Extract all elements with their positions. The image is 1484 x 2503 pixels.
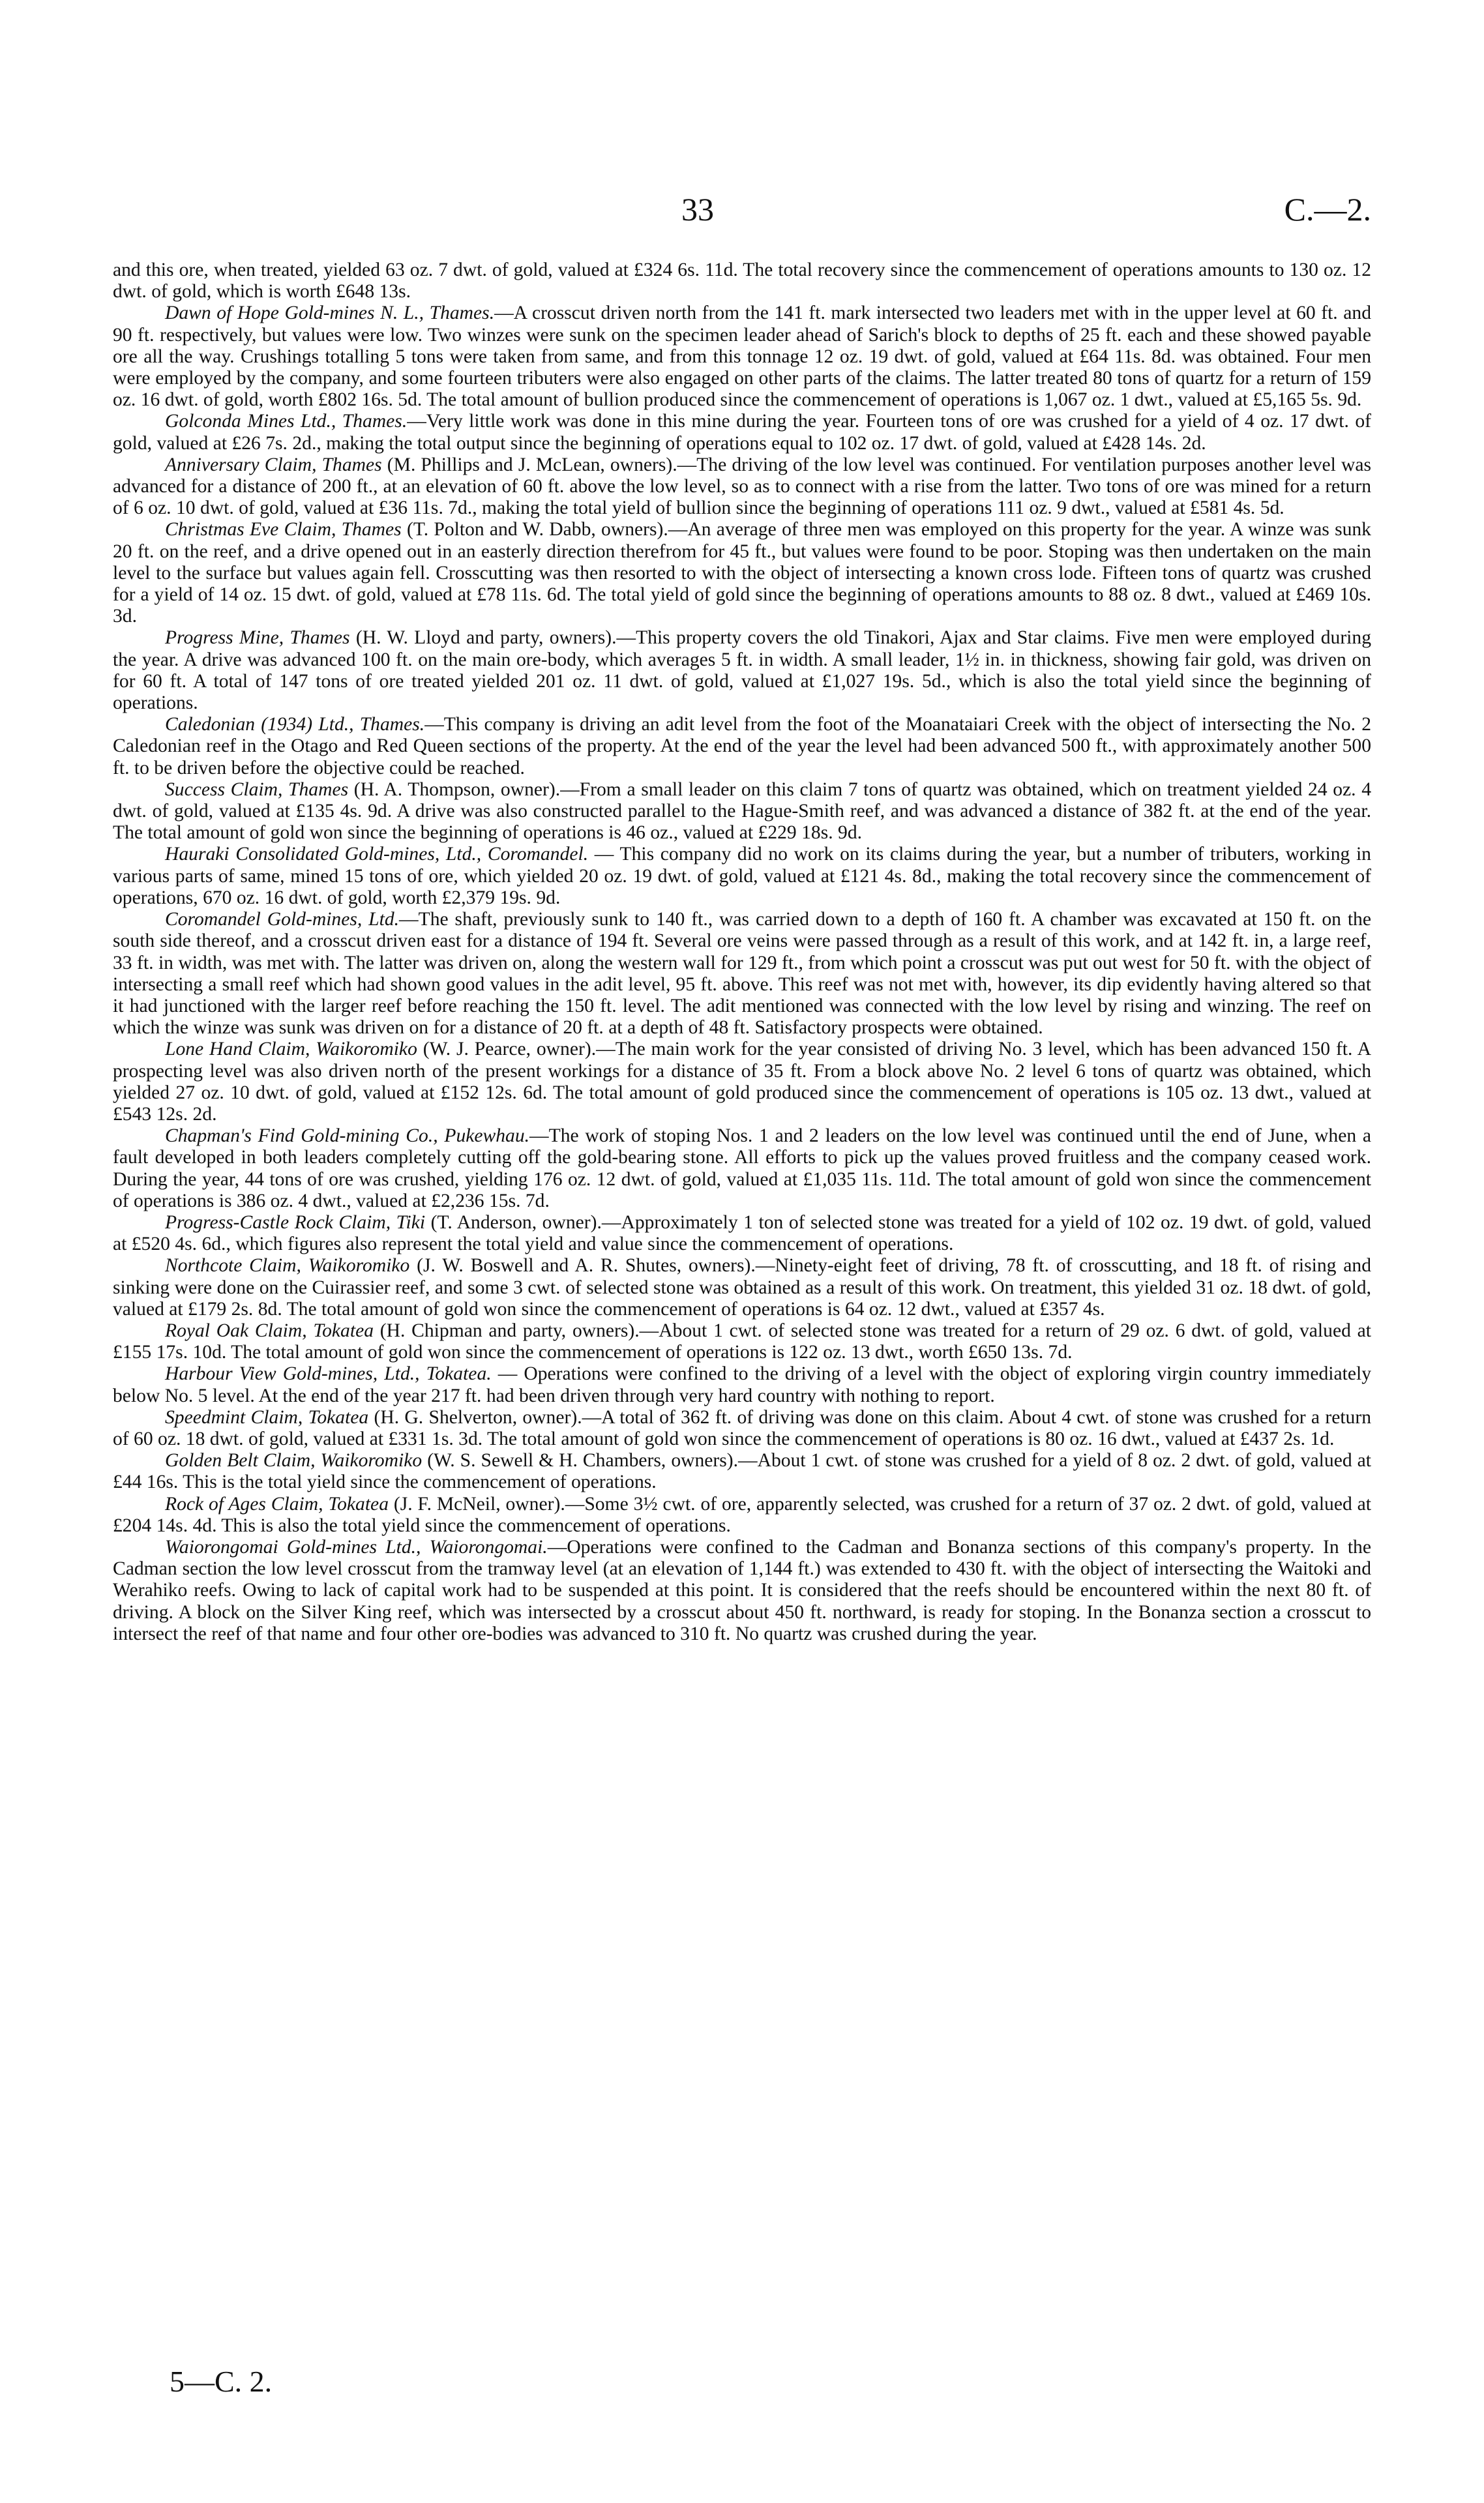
page-number: 33 xyxy=(681,191,714,228)
paragraph: Rock of Ages Claim, Tokatea (J. F. McNeil, owner).—Some 3½ cwt. of ore, apparently selected, was crushed for a return of 37 oz. 2 dwt. of gold, valued at £204 14s. 4d. This is also the total yield since the commencement of operations. xyxy=(113,1493,1371,1536)
paragraph: and this ore, when treated, yielded 63 oz. 7 dwt. of gold, valued at £324 6s. 11d. The total recovery since the commencement of operations amounts to 130 oz. 12 dwt. of gold, which is worth £648 13s. xyxy=(113,259,1371,303)
paragraph: Christmas Eve Claim, Thames (T. Polton and W. Dabb, owners).—An average of three men was employed on this property for the year. A winze was sunk 20 ft. on the reef, and a drive opened out in an easterly direction therefrom for 45 ft., but values were found to be poor. Stoping was then undertaken on the main level to the surface but values again fell. Crosscutting was then resorted to with the object of intersecting a known cross lode. Fifteen tons of quartz was crushed for a yield of 14 oz. 15 dwt. of gold, valued at £78 11s. 6d. The total yield of gold since the beginning of operations amounts to 88 oz. 8 dwt., valued at £469 10s. 3d. xyxy=(113,519,1371,627)
signature-mark: 5—C. 2. xyxy=(170,2365,273,2398)
paragraph: Coromandel Gold-mines, Ltd.—The shaft, previously sunk to 140 ft., was carried down to a depth of 160 ft. A chamber was excavated at 150 ft. on the south side thereof, and a crosscut driven east for a distance of 194 ft. Several ore veins were passed through as a result of this work, and at 142 ft. in, a large reef, 33 ft. in width, was met with. The latter was driven on, along the western wall for 129 ft., from which point a crosscut was put out west for 50 ft. with the object of intersecting a small reef which had shown good values in the adit level, 95 ft. above. This reef was not met with, however, its dip evidently having altered so that it had junctioned with the larger reef before reaching the 150 ft. level. The adit mentioned was connected with the low level by rising and winzing. The reef on which the winze was sunk was driven on for a distance of 20 ft. at a depth of 48 ft. Satisfactory prospects were obtained. xyxy=(113,909,1371,1039)
paragraph: Golconda Mines Ltd., Thames.—Very little work was done in this mine during the year. Fourteen tons of ore was crushed for a yield of 4 oz. 17 dwt. of gold, valued at £26 7s. 2d., making the total output since the beginning of operations equal to 102 oz. 17 dwt. of gold, valued at £428 14s. 2d. xyxy=(113,411,1371,454)
paragraph: Chapman's Find Gold-mining Co., Pukewhau.—The work of stoping Nos. 1 and 2 leaders on the low level was continued until the end of June, when a fault developed in both leaders completely cutting off the gold-bearing stone. All efforts to pick up the values proved fruitless and the company ceased work. During the year, 44 tons of ore was crushed, yielding 176 oz. 12 dwt. of gold, valued at £1,035 11s. 11d. The total amount of gold won since the commencement of operations is 386 oz. 4 dwt., valued at £2,236 15s. 7d. xyxy=(113,1125,1371,1211)
body-text xyxy=(113,259,1371,1645)
paragraph: Hauraki Consolidated Gold-mines, Ltd., Coromandel. — This company did no work on its claims during the year, but a number of tributers, working in various parts of same, mined 15 tons of ore, which yielded 20 oz. 19 dwt. of gold, valued at £121 4s. 8d., making the total recovery since the commencement of operations, 670 oz. 16 dwt. of gold, worth £2,379 19s. 9d. xyxy=(113,844,1371,908)
paragraph: Waiorongomai Gold-mines Ltd., Waiorongomai.—Operations were confined to the Cadman and Bonanza sections of this company's property. In the Cadman section the low level crosscut from the tramway level (at an elevation of 1,144 ft.) was extended to 430 ft. with the object of intersecting the Waitoki and Werahiko reefs. Owing to lack of capital work had to be suspended at this point. It is considered that the reefs should be encountered within the next 80 ft. of driving. A block on the Silver King reef, which was intersected by a crosscut about 450 ft. northward, is ready for stoping. In the Bonanza section a crosscut to intersect the reef of that name and four other ore-bodies was advanced to 310 ft. No quartz was crushed during the year. xyxy=(113,1536,1371,1644)
paragraph: Dawn of Hope Gold-mines N. L., Thames.—A crosscut driven north from the 141 ft. mark intersected two leaders met with in the upper level at 60 ft. and 90 ft. respectively, but values were low. Two winzes were sunk on the specimen leader ahead of Sarich's block to depths of 25 ft. each and these showed payable ore all the way. Crushings totalling 5 tons were taken from same, and from this tonnage 12 oz. 19 dwt. of gold, valued at £64 11s. 8d. was obtained. Four men were employed by the company, and some fourteen tributers were also engaged on other parts of the claims. The latter treated 80 tons of quartz for a return of 159 oz. 16 dwt. of gold, worth £802 16s. 5d. The total amount of bullion produced since the commencement of operations is 1,067 oz. 1 dwt., valued at £5,165 5s. 9d. xyxy=(113,303,1371,411)
paragraph: Speedmint Claim, Tokatea (H. G. Shelverton, owner).—A total of 362 ft. of driving was done on this claim. About 4 cwt. of stone was crushed for a return of 60 oz. 18 dwt. of gold, valued at £331 1s. 3d. The total amount of gold won since the commencement of operations is 80 oz. 16 dwt., valued at £437 2s. 1d. xyxy=(113,1406,1371,1449)
paragraph: Progress-Castle Rock Claim, Tiki (T. Anderson, owner).—Approximately 1 ton of selected stone was treated for a yield of 102 oz. 19 dwt. of gold, valued at £520 4s. 6d., which figures also represent the total yield and value since the commencement of operations. xyxy=(113,1211,1371,1255)
document-reference: C.—2. xyxy=(1284,191,1371,228)
paragraph: Lone Hand Claim, Waikoromiko (W. J. Pearce, owner).—The main work for the year consisted of driving No. 3 level, which has been advanced 150 ft. A prospecting level was also driven north of the present workings for a distance of 35 ft. From a block above No. 2 level 6 tons of quartz was obtained, which yielded 27 oz. 10 dwt. of gold, valued at £152 12s. 6d. The total amount of gold produced since the commencement of operations is 105 oz. 13 dwt., valued at £543 12s. 2d. xyxy=(113,1039,1372,1125)
paragraph: Caledonian (1934) Ltd., Thames.—This company is driving an adit level from the foot of the Moanataiari Creek with the object of intersecting the No. 2 Caledonian reef in the Otago and Red Queen sections of the property. At the end of the year the level had been advanced 500 ft., with approximately another 500 ft. to be driven before the objective could be reached. xyxy=(113,714,1371,778)
paragraph: Harbour View Gold-mines, Ltd., Tokatea. — Operations were confined to the driving of a level with the object of exploring virgin country immediately below No. 5 level. At the end of the year 217 ft. had been driven through very hard country with nothing to report. xyxy=(113,1363,1371,1406)
paragraph: Anniversary Claim, Thames (M. Phillips and J. McLean, owners).—The driving of the low level was continued. For ventilation purposes another level was advanced for a distance of 200 ft., at an elevation of 60 ft. above the low level, so as to connect with a rise from the latter. Two tons of ore was mined for a return of 6 oz. 10 dwt. of gold, valued at £36 11s. 7d., making the total yield of bullion since the beginning of operations 111 oz. 9 dwt., valued at £581 4s. 5d. xyxy=(113,454,1371,519)
paragraph: Northcote Claim, Waikoromiko (J. W. Boswell and A. R. Shutes, owners).—Ninety-eight feet of driving, 78 ft. of crosscutting, and 18 ft. of rising and sinking were done on the Cuirassier reef, and some 3 cwt. of selected stone was obtained as a result of this work. On treatment, this yielded 31 oz. 18 dwt. of gold, valued at £179 2s. 8d. The total amount of gold won since the commencement of operations is 64 oz. 12 dwt., valued at £357 4s. xyxy=(113,1255,1371,1320)
paragraph: Progress Mine, Thames (H. W. Lloyd and party, owners).—This property covers the old Tinakori, Ajax and Star claims. Five men were employed during the year. A drive was advanced 100 ft. on the main ore-body, which averages 5 ft. in width. A small leader, 1½ in. in thickness, showing fair gold, was driven on for 60 ft. A total of 147 tons of ore treated yielded 201 oz. 11 dwt. of gold, valued at £1,027 19s. 5d., which is also the total yield since the beginning of operations. xyxy=(113,627,1371,714)
paragraph: Royal Oak Claim, Tokatea (H. Chipman and party, owners).—About 1 cwt. of selected stone was treated for a return of 29 oz. 6 dwt. of gold, valued at £155 17s. 10d. The total amount of gold won since the commencement of operations is 122 oz. 13 dwt., worth £650 13s. 7d. xyxy=(113,1320,1371,1363)
paragraph: Golden Belt Claim, Waikoromiko (W. S. Sewell & H. Chambers, owners).—About 1 cwt. of stone was crushed for a yield of 8 oz. 2 dwt. of gold, valued at £44 16s. This is the total yield since the commencement of operations. xyxy=(113,1450,1371,1493)
paragraph: Success Claim, Thames (H. A. Thompson, owner).—From a small leader on this claim 7 tons of quartz was obtained, which on treatment yielded 24 oz. 4 dwt. of gold, valued at £135 4s. 9d. A drive was also constructed parallel to the Hague-Smith reef, and was advanced a distance of 382 ft. at the end of the year. The total amount of gold won since the beginning of operations is 46 oz., valued at £229 18s. 9d. xyxy=(113,778,1372,844)
